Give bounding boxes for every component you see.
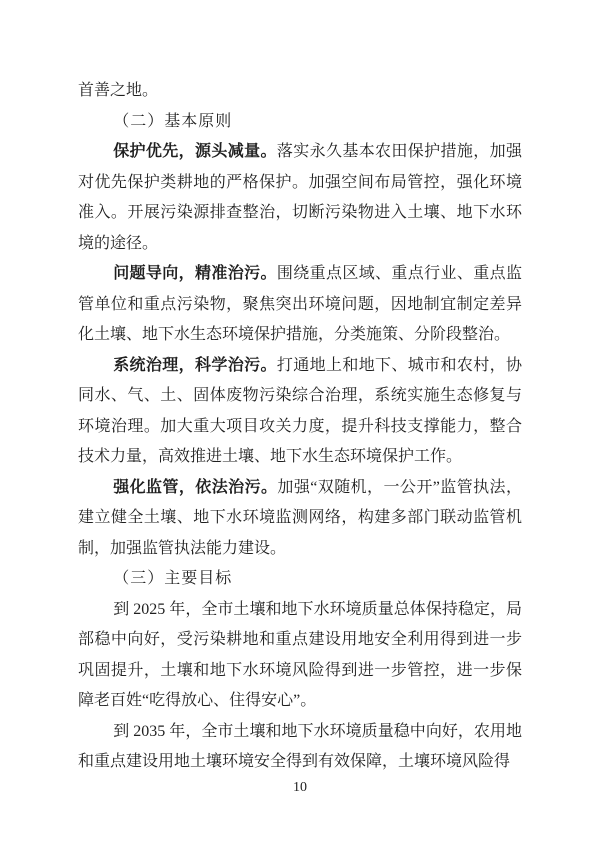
- paragraph-lead: 系统治理，科学治污。: [113, 356, 277, 374]
- paragraph-text: 围绕重点区域、重点行业、重点监管单位和重点污染物，聚焦突出环境问题，因地制宜制定差异化土壤、地下水生态环境保护措施，分类施策、分阶段整治。: [78, 265, 522, 343]
- paragraph-goal-2025: 到 2025 年，全市土壤和地下水环境质量总体保持稳定，局部稳中向好，受污染耕地和重点建设用地安全利用得到进一步巩固提升，土壤和地下水环境风险得到进一步管控，进一步保障老百姓“吃得放心、住得安心”。: [78, 600, 522, 709]
- section-heading-basic-principles: （二）基本原则: [113, 112, 233, 130]
- paragraph-problem-oriented: [78, 259, 522, 351]
- paragraph-protection-first: [78, 137, 522, 259]
- document-text-block: [78, 76, 522, 778]
- paragraph-continuation: 首善之地。: [78, 82, 159, 99]
- paragraph-text: 落实永久基本农田保护措施，加强对优先保护类耕地的严格保护。加强空间布局管控，强化环境准入。开展污染源排查整治，切断污染物进入土壤、地下水环境的途径。: [78, 143, 522, 252]
- paragraph-lead: 问题导向，精准治污。: [113, 265, 277, 282]
- paragraph-strengthen-supervision: [78, 473, 522, 565]
- paragraph-text: 打通地上和地下、城市和农村，协同水、气、土、固体废物污染综合治理，系统实施生态修复与环境治理。加大重大项目攻关力度，提升科技支撑能力，整合技术力量，高效推进土壤、地下水生态环境保护工作。: [78, 356, 522, 465]
- paragraph-goal-2035: 到 2035 年，全市土壤和地下水环境质量稳中向好，农用地和重点建设用地土壤环境安全得到有效保障，土壤环境风险得: [78, 722, 522, 770]
- paragraph-lead: 保护优先，源头减量。: [113, 143, 277, 160]
- paragraph-lead: 强化监管，依法治污。: [113, 478, 278, 496]
- section-heading-main-goals: （三）主要目标: [113, 570, 233, 587]
- paragraph-text: 加强“双随机，一公开”监管执法，建立健全土壤、地下水环境监测网络，构建多部门联动监管机制，加强监管执法能力建设。: [78, 478, 522, 557]
- paragraph-systematic-governance: [78, 351, 522, 473]
- page-number: 10: [293, 780, 307, 795]
